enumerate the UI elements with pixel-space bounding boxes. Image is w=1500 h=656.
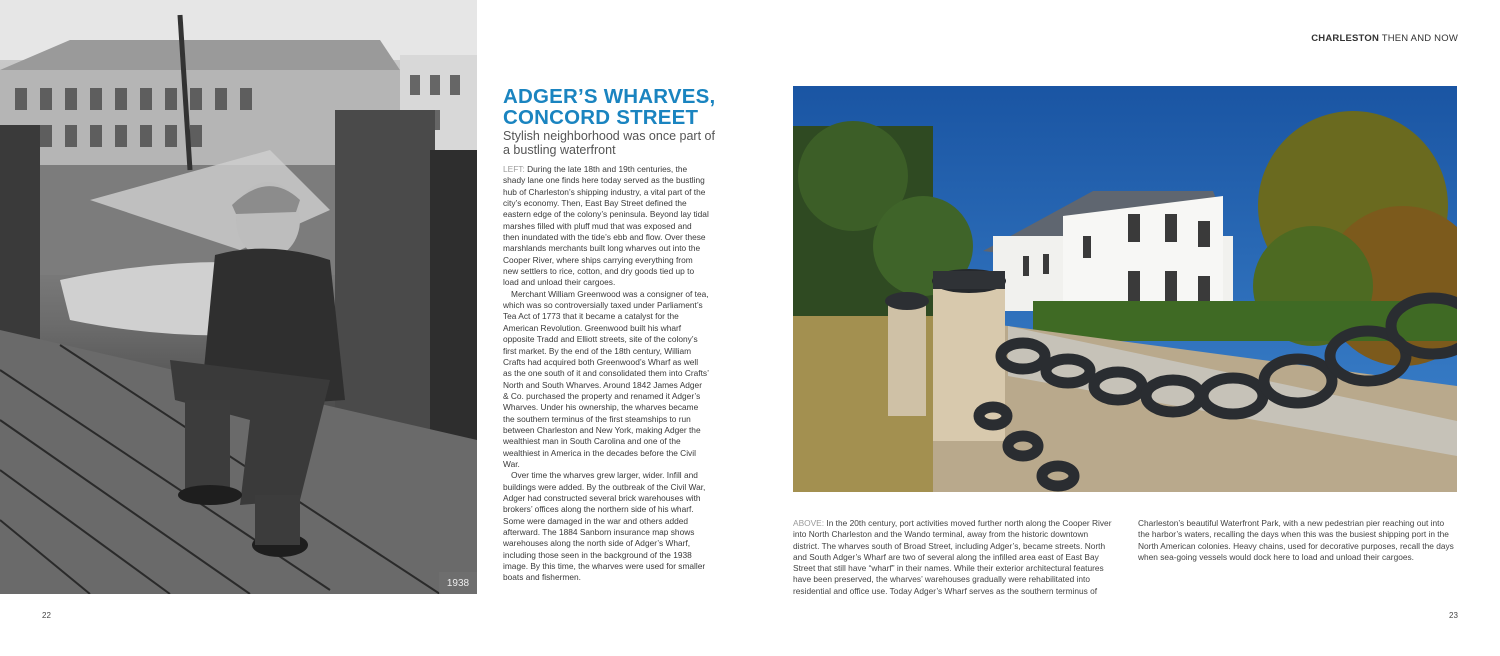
- modern-photo: [793, 86, 1457, 492]
- photo-year-badge: 1938: [439, 572, 477, 594]
- running-head: [1311, 33, 1458, 44]
- photo-caption-left: [793, 518, 1116, 597]
- body-paragraph-3: Over time the wharves grew larger, wider. Infill and buildings were added. By the outbreak of the Civil War, Adger had constructed several brick warehouses with brokers’ offices along the northern side of his wharf. Some were damaged in the war and others added afterward. The 1884 Sanborn insurance map shows warehouses along the north side of Adger’s Wharf, including those seen in the background of the 1938 image. By this time, the wharves were used for smaller boats and fishermen.: [503, 470, 706, 583]
- title-line-1: ADGER’S WHARVES,: [503, 85, 716, 108]
- running-head-rest: THEN AND NOW: [1379, 33, 1458, 44]
- body-paragraph-1: [503, 164, 709, 289]
- historic-photo-1938: [0, 0, 477, 594]
- running-head-city: CHARLESTON: [1311, 33, 1380, 44]
- page-number-left: 22: [42, 611, 51, 620]
- above-label: ABOVE:: [793, 518, 825, 528]
- historic-photo-drawing: [0, 0, 477, 594]
- body-paragraph-2: Merchant William Greenwood was a consigner of tea, which was so controversially taxed under Parliament’s Tea Act of 1773 that it became a catalyst for the American Revolution. Greenwood built his wharf opposite Tradd and Elliott streets, site of the colony’s first market. By the end of the 18th century, William Crafts had acquired both Greenwood’s Wharf as well as the one south of it and consolidated them into Crafts’ North and South Wharves. Around 1842 James Adger & Co. purchased the property and renamed it Adger’s Wharves. Under his ownership, the wharves became the southern terminus of the first steamships to run between Charleston and New York, making Adger the wealthiest man in South Carolina and one of the wealthiest in America in the decades before the Civil War.: [503, 288, 709, 469]
- body-paragraph-1-text: During the late 18th and 19th centuries, the shady lane one finds here today served as the bustling hub of Charleston’s shipping industry, a vital part of the city’s economy. Then, East Bay Street defined the eastern edge of the colony’s peninsula. Beyond lay tidal marshes filled with pluff mud that was exposed and then inundated with the tide’s ebb and flow. Over these marshlands merchants built long wharves out into the Cooper River, where ships carrying everything from new settlers to rice, cotton, and dry goods tied up to load and unload their cargoes.: [503, 164, 709, 288]
- article-subtitle: Stylish neighborhood was once part of a bustling waterfront: [503, 129, 715, 157]
- article-title: [503, 86, 723, 128]
- article-title-block: [503, 86, 723, 157]
- photo-caption-right: Charleston’s beautiful Waterfront Park, with a new pedestrian pier reaching out into the harbor’s waters, recalling the days when this was the busiest shipping port in the North American colonies. Heavy chains, used for decorative purposes, recall the days when sea-going vessels would dock here to load and unload their cargoes.: [1138, 518, 1454, 562]
- title-line-2: CONCORD STREET: [503, 106, 699, 129]
- article-body: [503, 164, 709, 584]
- left-label: LEFT:: [503, 164, 525, 174]
- modern-photo-drawing: [793, 86, 1457, 492]
- page-number-right: 23: [1449, 611, 1458, 620]
- caption-left-text: In the 20th century, port activities moved further north along the Cooper River into North Charleston and the Wando terminal, away from the historic downtown district. The wharves south of Broad Street, including Adger’s, became streets. North and South Adger’s Wharf are two of several along the infilled area east of East Bay Street that still have “wharf” in their names. While their exterior architectural features have been preserved, the wharves’ warehouses gradually were rehabilitated into residential and office use. Today Adger’s Wharf serves as the southern terminus of: [793, 518, 1112, 596]
